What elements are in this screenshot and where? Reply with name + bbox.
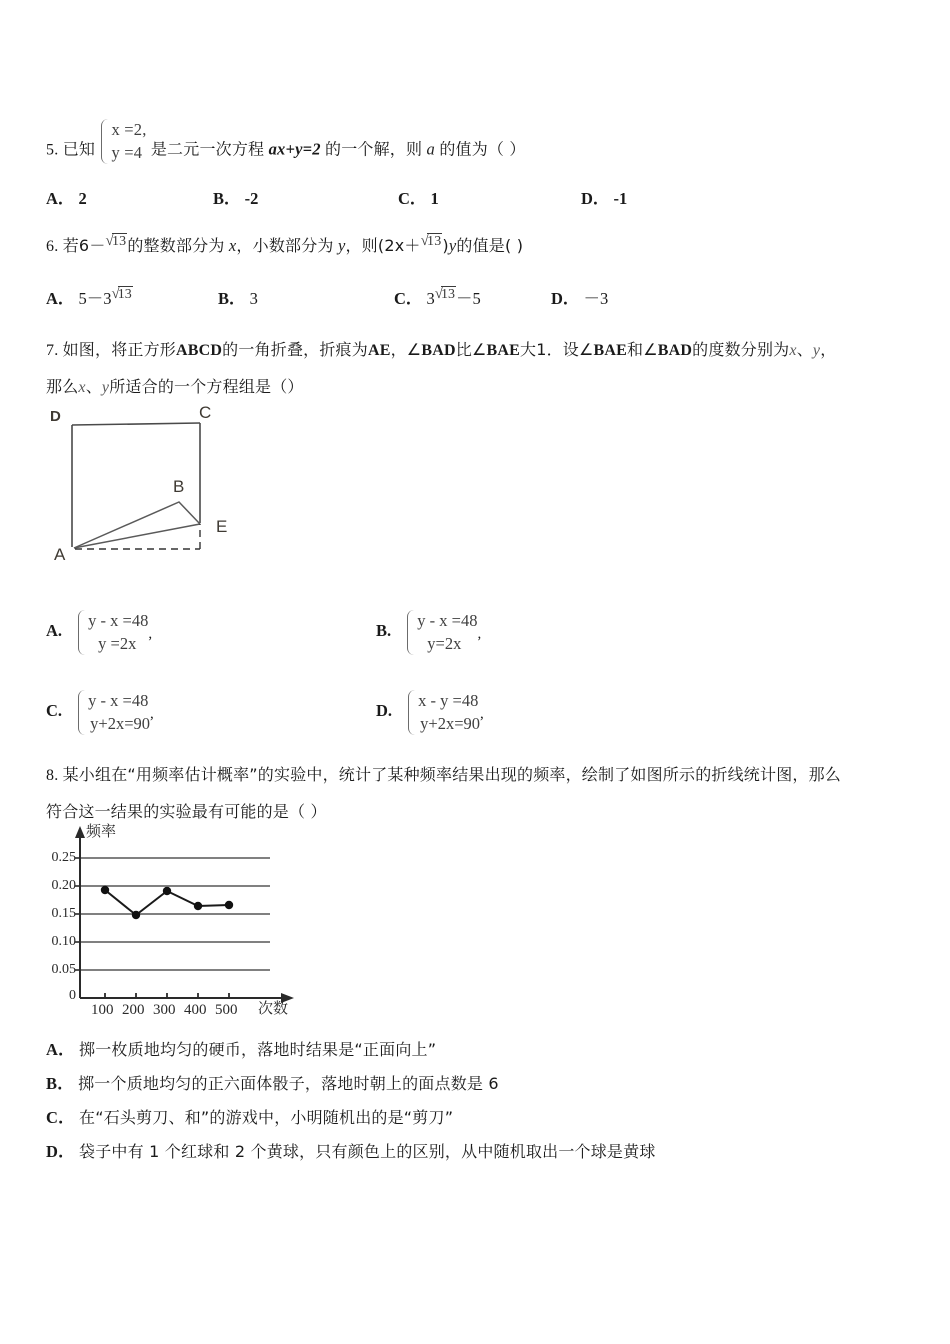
question-6-stem-5: ) <box>442 236 449 255</box>
question-7-stem-line-2 <box>46 375 304 400</box>
question-5-number: 5. <box>46 141 59 159</box>
question-7-comma: ， <box>820 340 837 359</box>
question-5-system-line2: y =4 <box>111 143 143 163</box>
line-chart-svg <box>48 820 338 1025</box>
question-7-var-y-2: y <box>101 379 110 396</box>
chart-ytick-1: 0.20 <box>51 878 76 893</box>
question-8-stem-line-1 <box>46 763 841 788</box>
question-7-option-c-tail: , <box>150 706 154 723</box>
chart-ytick-5: 0 <box>69 988 76 1003</box>
question-6-var-y2: y <box>448 236 457 255</box>
question-6-options <box>46 285 950 315</box>
question-7-option-c-line2: y+2x=90 <box>90 714 151 734</box>
question-5-option-b-text: -2 <box>244 189 259 208</box>
question-7-option-a-system <box>76 609 148 656</box>
radical-icon: √13 <box>434 286 456 302</box>
question-8-option-c-letter: C． <box>46 1108 75 1127</box>
question-7-options-row-1 <box>46 595 950 655</box>
question-8-option-c[interactable] <box>46 1106 453 1131</box>
question-8-option-b-letter: B． <box>46 1074 74 1093</box>
question-6-option-d-pre: －3 <box>583 289 609 308</box>
question-7-sep-2: 、 <box>85 377 102 396</box>
question-5-option-c[interactable] <box>398 185 439 209</box>
chart-xtick-3: 400 <box>184 1002 207 1018</box>
question-5-option-a-letter: A． <box>46 189 75 208</box>
question-7-stem-line-1 <box>46 338 836 363</box>
question-8-option-a[interactable] <box>46 1038 436 1063</box>
question-5-option-a[interactable] <box>46 185 87 209</box>
question-7-option-d-line2: y+2x=90 <box>420 714 481 734</box>
question-6-option-c-post: －5 <box>456 289 481 308</box>
question-7-option-b-line2: y=2x <box>427 634 462 654</box>
question-5-system <box>99 118 146 165</box>
chart-ytick-2: 0.15 <box>51 906 76 921</box>
question-7-option-c[interactable] <box>46 689 154 736</box>
question-7-figure <box>48 405 298 575</box>
radical-icon: √13 <box>111 286 132 302</box>
question-7-l1g: 比∠ <box>455 340 487 359</box>
question-7-option-b[interactable] <box>376 609 481 656</box>
figure-label-c: C <box>199 403 212 422</box>
question-7-var-x-1: x <box>789 342 797 359</box>
chart-xtick-0: 100 <box>91 1002 114 1018</box>
question-6-stem-2: 的整数部分为 <box>127 236 225 255</box>
question-5-option-b-letter: B． <box>213 189 241 208</box>
question-7-option-a-line1: y - x =48 <box>88 611 149 630</box>
question-8-option-b[interactable] <box>46 1072 499 1097</box>
question-5-equation-text: ax+y=2 <box>268 139 321 159</box>
question-7-l1e: ，∠ <box>390 340 422 359</box>
radical-icon: √13 <box>105 233 127 249</box>
question-5-option-c-text: 1 <box>430 189 439 208</box>
chart-x-axis-label: 次数 <box>258 999 289 1017</box>
chart-xtick-1: 200 <box>122 1002 145 1018</box>
question-5-option-d-letter: D． <box>581 189 610 208</box>
figure-label-b: B <box>173 477 185 496</box>
question-7-option-c-line1: y - x =48 <box>88 691 149 710</box>
question-7-option-d-system <box>406 689 480 736</box>
question-7-option-d-tail: , <box>480 706 484 723</box>
question-7-option-a-letter: A. <box>46 621 63 641</box>
question-7-option-b-tail: , <box>477 626 482 643</box>
radical-icon: √13 <box>420 233 442 249</box>
question-6-stem <box>46 230 523 259</box>
question-8-option-d[interactable] <box>46 1140 656 1165</box>
question-7-option-d[interactable] <box>376 689 484 736</box>
question-6-option-a-letter: A． <box>46 289 75 308</box>
chart-xtick-4: 500 <box>215 1002 238 1018</box>
question-8-number: 8. <box>46 767 59 784</box>
question-6-stem-3: ，小数部分为 <box>236 236 334 255</box>
question-5-stem <box>46 118 526 165</box>
question-5-equation <box>269 139 321 158</box>
question-7-option-b-letter: B. <box>376 621 392 641</box>
figure-label-e: E <box>216 517 228 536</box>
question-7-abcd: ABCD <box>176 342 223 359</box>
question-5-options <box>46 185 950 215</box>
question-7-l2b: 所适合的一个方程组是（） <box>109 377 304 396</box>
chart-ytick-4: 0.05 <box>51 962 76 977</box>
question-8-line1: 某小组在“用频率估计概率”的实验中，统计了某种频率结果出现的频率，绘制了如图所示的折线统计图，那么 <box>62 765 841 784</box>
question-5-stem-end: 的值为（ ） <box>439 139 526 159</box>
question-6-var-x: x <box>228 236 237 255</box>
question-6-option-b[interactable] <box>218 285 258 309</box>
question-7-sep-1: 、 <box>796 340 813 359</box>
question-5-option-d[interactable] <box>581 185 627 209</box>
question-6-var-y: y <box>337 236 346 255</box>
question-5-var-a: a <box>426 139 435 159</box>
question-5-stem-pre: 已知 <box>62 139 96 159</box>
question-7-l1i: 大1．设∠ <box>520 340 594 359</box>
question-6-option-a[interactable] <box>46 285 133 309</box>
question-7-var-x-2: x <box>78 379 86 396</box>
question-8-option-a-text: 掷一枚质地均匀的硬币，落地时结果是“正面向上” <box>79 1040 437 1059</box>
question-5-option-c-letter: C． <box>398 189 427 208</box>
question-7-l1c: 的一角折叠，折痕为 <box>222 340 368 359</box>
question-7-var-y-1: y <box>812 342 821 359</box>
question-5-stem-tail: 的一个解，则 <box>325 139 423 159</box>
question-7-option-d-line1: x - y =48 <box>418 691 479 710</box>
question-7-l2a: 那么 <box>46 377 79 396</box>
question-5-system-line1: x =2, <box>111 120 147 139</box>
question-7-l1a: 如图，将正方形 <box>62 340 177 359</box>
question-7-option-b-line1: y - x =48 <box>417 611 478 630</box>
question-7-option-a-line2: y =2x <box>98 634 137 654</box>
question-6-option-a-pre: 5－3 <box>78 289 112 308</box>
question-7-bad2: BAD <box>657 342 693 359</box>
question-8-option-d-letter: D． <box>46 1142 75 1161</box>
question-5-option-a-text: 2 <box>78 189 87 208</box>
question-7-ae: AE <box>367 342 391 359</box>
question-6-option-d-letter: D． <box>551 289 580 308</box>
chart-ytick-3: 0.10 <box>51 934 76 949</box>
question-7-bad1: BAD <box>421 342 456 359</box>
question-6-radical-2: 13 <box>427 234 442 249</box>
question-6-number: 6. <box>46 238 59 255</box>
figure-label-d: D <box>50 408 61 425</box>
question-8-option-d-text: 袋子中有 1 个红球和 2 个黄球，只有颜色上的区别，从中随机取出一个球是黄球 <box>79 1142 656 1161</box>
question-7-option-b-system <box>405 609 477 656</box>
question-6-stem-4: ，则(2x＋ <box>345 236 421 255</box>
question-6-stem-1: 若6－ <box>62 236 106 255</box>
question-5-option-d-text: -1 <box>613 189 628 208</box>
question-6-option-d[interactable] <box>551 285 608 309</box>
question-5-stem-post: 是二元一次方程 <box>150 139 265 159</box>
question-6-radical-1: 13 <box>111 234 127 249</box>
question-6-option-c-letter: C． <box>394 289 423 308</box>
question-7-option-d-letter: D. <box>376 701 393 721</box>
question-8-option-c-text: 在“石头剪刀、和”的游戏中，小明随机出的是“剪刀” <box>79 1108 454 1127</box>
question-7-number: 7. <box>46 342 59 359</box>
question-7-option-c-system <box>76 689 150 736</box>
question-7-bae1: BAE <box>486 342 520 359</box>
chart-ytick-0: 0.25 <box>51 850 76 865</box>
question-7-option-a-tail: , <box>148 626 153 643</box>
question-8-option-a-letter: A． <box>46 1040 75 1059</box>
question-7-bae2: BAE <box>593 342 628 359</box>
question-6-option-c-pre: 3 <box>426 289 435 308</box>
question-5-option-b[interactable] <box>213 185 258 209</box>
chart-xtick-2: 300 <box>153 1002 176 1018</box>
question-7-l1m: 的度数分别为 <box>692 340 790 359</box>
question-8-option-b-text: 掷一个质地均匀的正六面体骰子，落地时朝上的面点数是 6 <box>78 1074 499 1093</box>
question-6-stem-6: 的值是( ) <box>456 236 524 255</box>
question-7-l1k: 和∠ <box>627 340 658 359</box>
question-8-line2: 符合这一结果的实验最有可能的是（ ） <box>46 802 327 821</box>
figure-label-a: A <box>54 545 66 564</box>
question-6-option-c-radical: 13 <box>441 287 456 302</box>
chart-y-axis-label: 频率 <box>86 822 117 840</box>
frequency-line-chart <box>48 820 338 1025</box>
question-6-option-a-radical: 13 <box>117 287 132 302</box>
question-6-option-c[interactable] <box>394 285 481 309</box>
question-7-option-c-letter: C. <box>46 701 63 721</box>
question-7-options-row-2 <box>46 675 950 735</box>
question-6-option-b-pre: 3 <box>249 289 258 308</box>
question-6-option-b-letter: B． <box>218 289 246 308</box>
question-7-option-a[interactable] <box>46 609 152 656</box>
